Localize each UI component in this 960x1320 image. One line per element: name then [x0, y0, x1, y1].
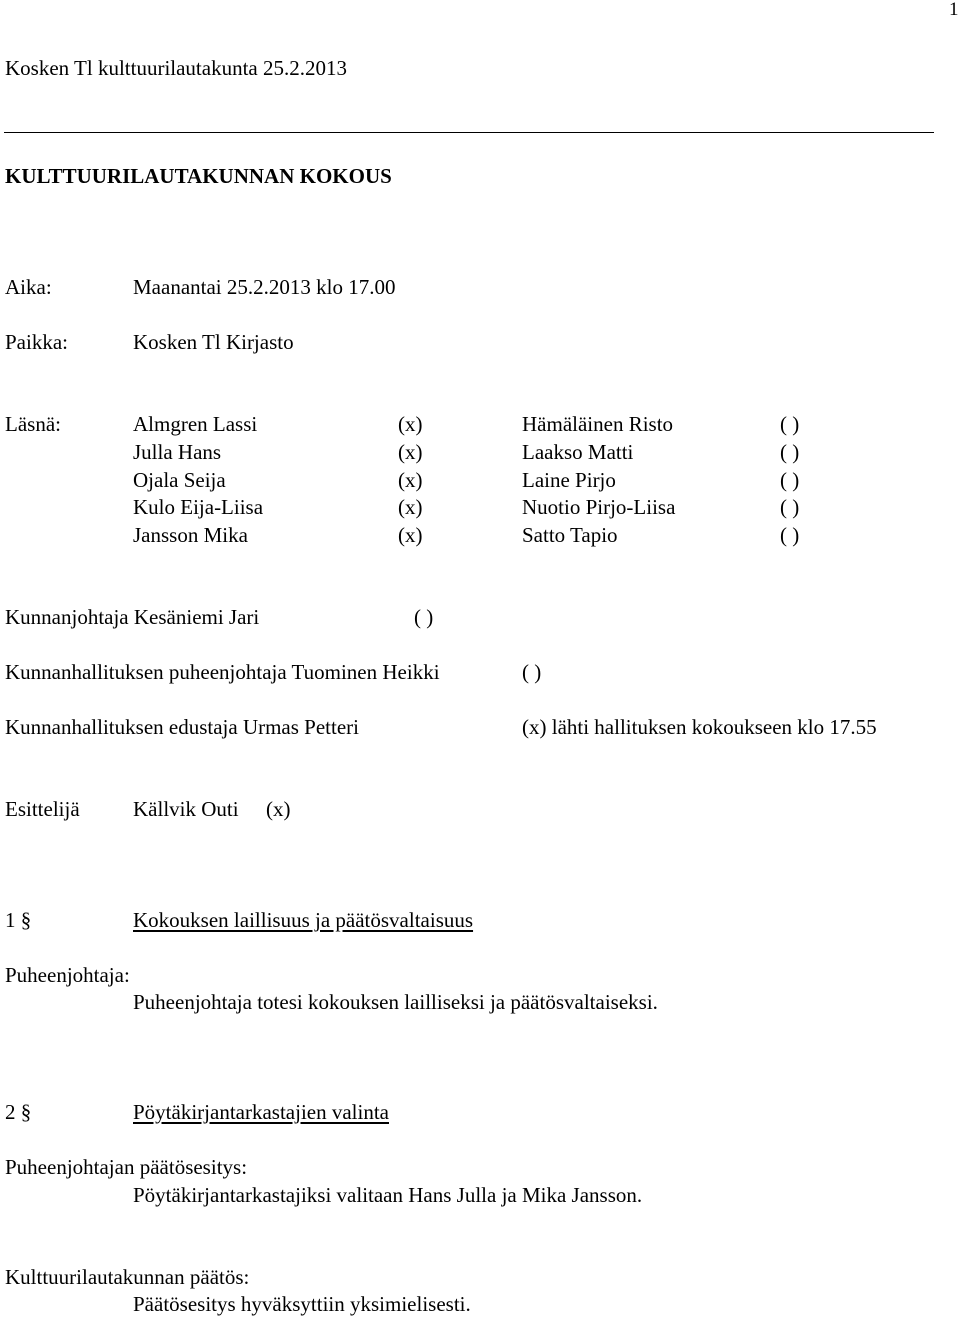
decision-text: Päätösesitys hyväksyttiin yksimielisesti. — [133, 1292, 471, 1316]
member-mark: (x) — [398, 412, 423, 436]
place-label: Paikka: — [5, 330, 68, 354]
decision-label: Kulttuurilautakunnan päätös: — [5, 1265, 250, 1289]
member-mark: ( ) — [780, 495, 800, 519]
kunnanjohtaja-text: Kunnanjohtaja Kesäniemi Jari — [5, 605, 260, 629]
member-mark: (x) — [398, 495, 423, 519]
attendance-label: Läsnä: — [5, 412, 61, 436]
member-name: Julla Hans — [133, 440, 222, 464]
presenter-label: Esittelijä — [5, 797, 80, 821]
section-text: Puheenjohtaja totesi kokouksen lailliseksi ja päätösvaltaiseksi. — [133, 990, 658, 1014]
member-mark: ( ) — [780, 440, 800, 464]
member-name: Hämäläinen Risto — [522, 412, 674, 436]
member-name: Satto Tapio — [522, 523, 618, 547]
section-label: Puheenjohtaja: — [5, 963, 130, 987]
section-number: 2 § — [5, 1100, 32, 1124]
section-title: Pöytäkirjantarkastajien valinta — [133, 1100, 389, 1124]
kunnanjohtaja-mark: ( ) — [414, 605, 434, 629]
edustaja-mark: (x) lähti hallituksen kokoukseen klo 17.55 — [522, 715, 877, 739]
member-name: Ojala Seija — [133, 468, 226, 492]
member-mark: ( ) — [780, 468, 800, 492]
time-value: Maanantai 25.2.2013 klo 17.00 — [133, 275, 396, 299]
page-number: 1 — [949, 0, 959, 20]
place-value: Kosken Tl Kirjasto — [133, 330, 294, 354]
section-number: 1 § — [5, 908, 32, 932]
presenter-name: Källvik Outi — [133, 797, 239, 821]
meeting-heading: KULTTUURILAUTAKUNNAN KOKOUS — [5, 164, 392, 188]
section-title: Kokouksen laillisuus ja päätösvaltaisuus — [133, 908, 474, 932]
header-rule — [4, 132, 934, 133]
section-text: Pöytäkirjantarkastajiksi valitaan Hans Julla ja Mika Jansson. — [133, 1183, 643, 1207]
member-name: Jansson Mika — [133, 523, 248, 547]
member-mark: (x) — [398, 523, 423, 547]
member-name: Kulo Eija-Liisa — [133, 495, 264, 519]
time-label: Aika: — [5, 275, 52, 299]
member-name: Nuotio Pirjo-Liisa — [522, 495, 676, 519]
header-title: Kosken Tl kulttuurilautakunta 25.2.2013 — [5, 56, 347, 80]
edustaja-text: Kunnanhallituksen edustaja Urmas Petteri — [5, 715, 359, 739]
puheenjohtaja-text: Kunnanhallituksen puheenjohtaja Tuominen Heikki — [5, 660, 440, 684]
member-name: Laakso Matti — [522, 440, 634, 464]
member-mark: ( ) — [780, 523, 800, 547]
member-name: Laine Pirjo — [522, 468, 616, 492]
puheenjohtaja-mark: ( ) — [522, 660, 542, 684]
member-name: Almgren Lassi — [133, 412, 258, 436]
section-label: Puheenjohtajan päätösesitys: — [5, 1155, 248, 1179]
member-mark: (x) — [398, 440, 423, 464]
member-mark: ( ) — [780, 412, 800, 436]
presenter-mark: (x) — [266, 797, 291, 821]
member-mark: (x) — [398, 468, 423, 492]
